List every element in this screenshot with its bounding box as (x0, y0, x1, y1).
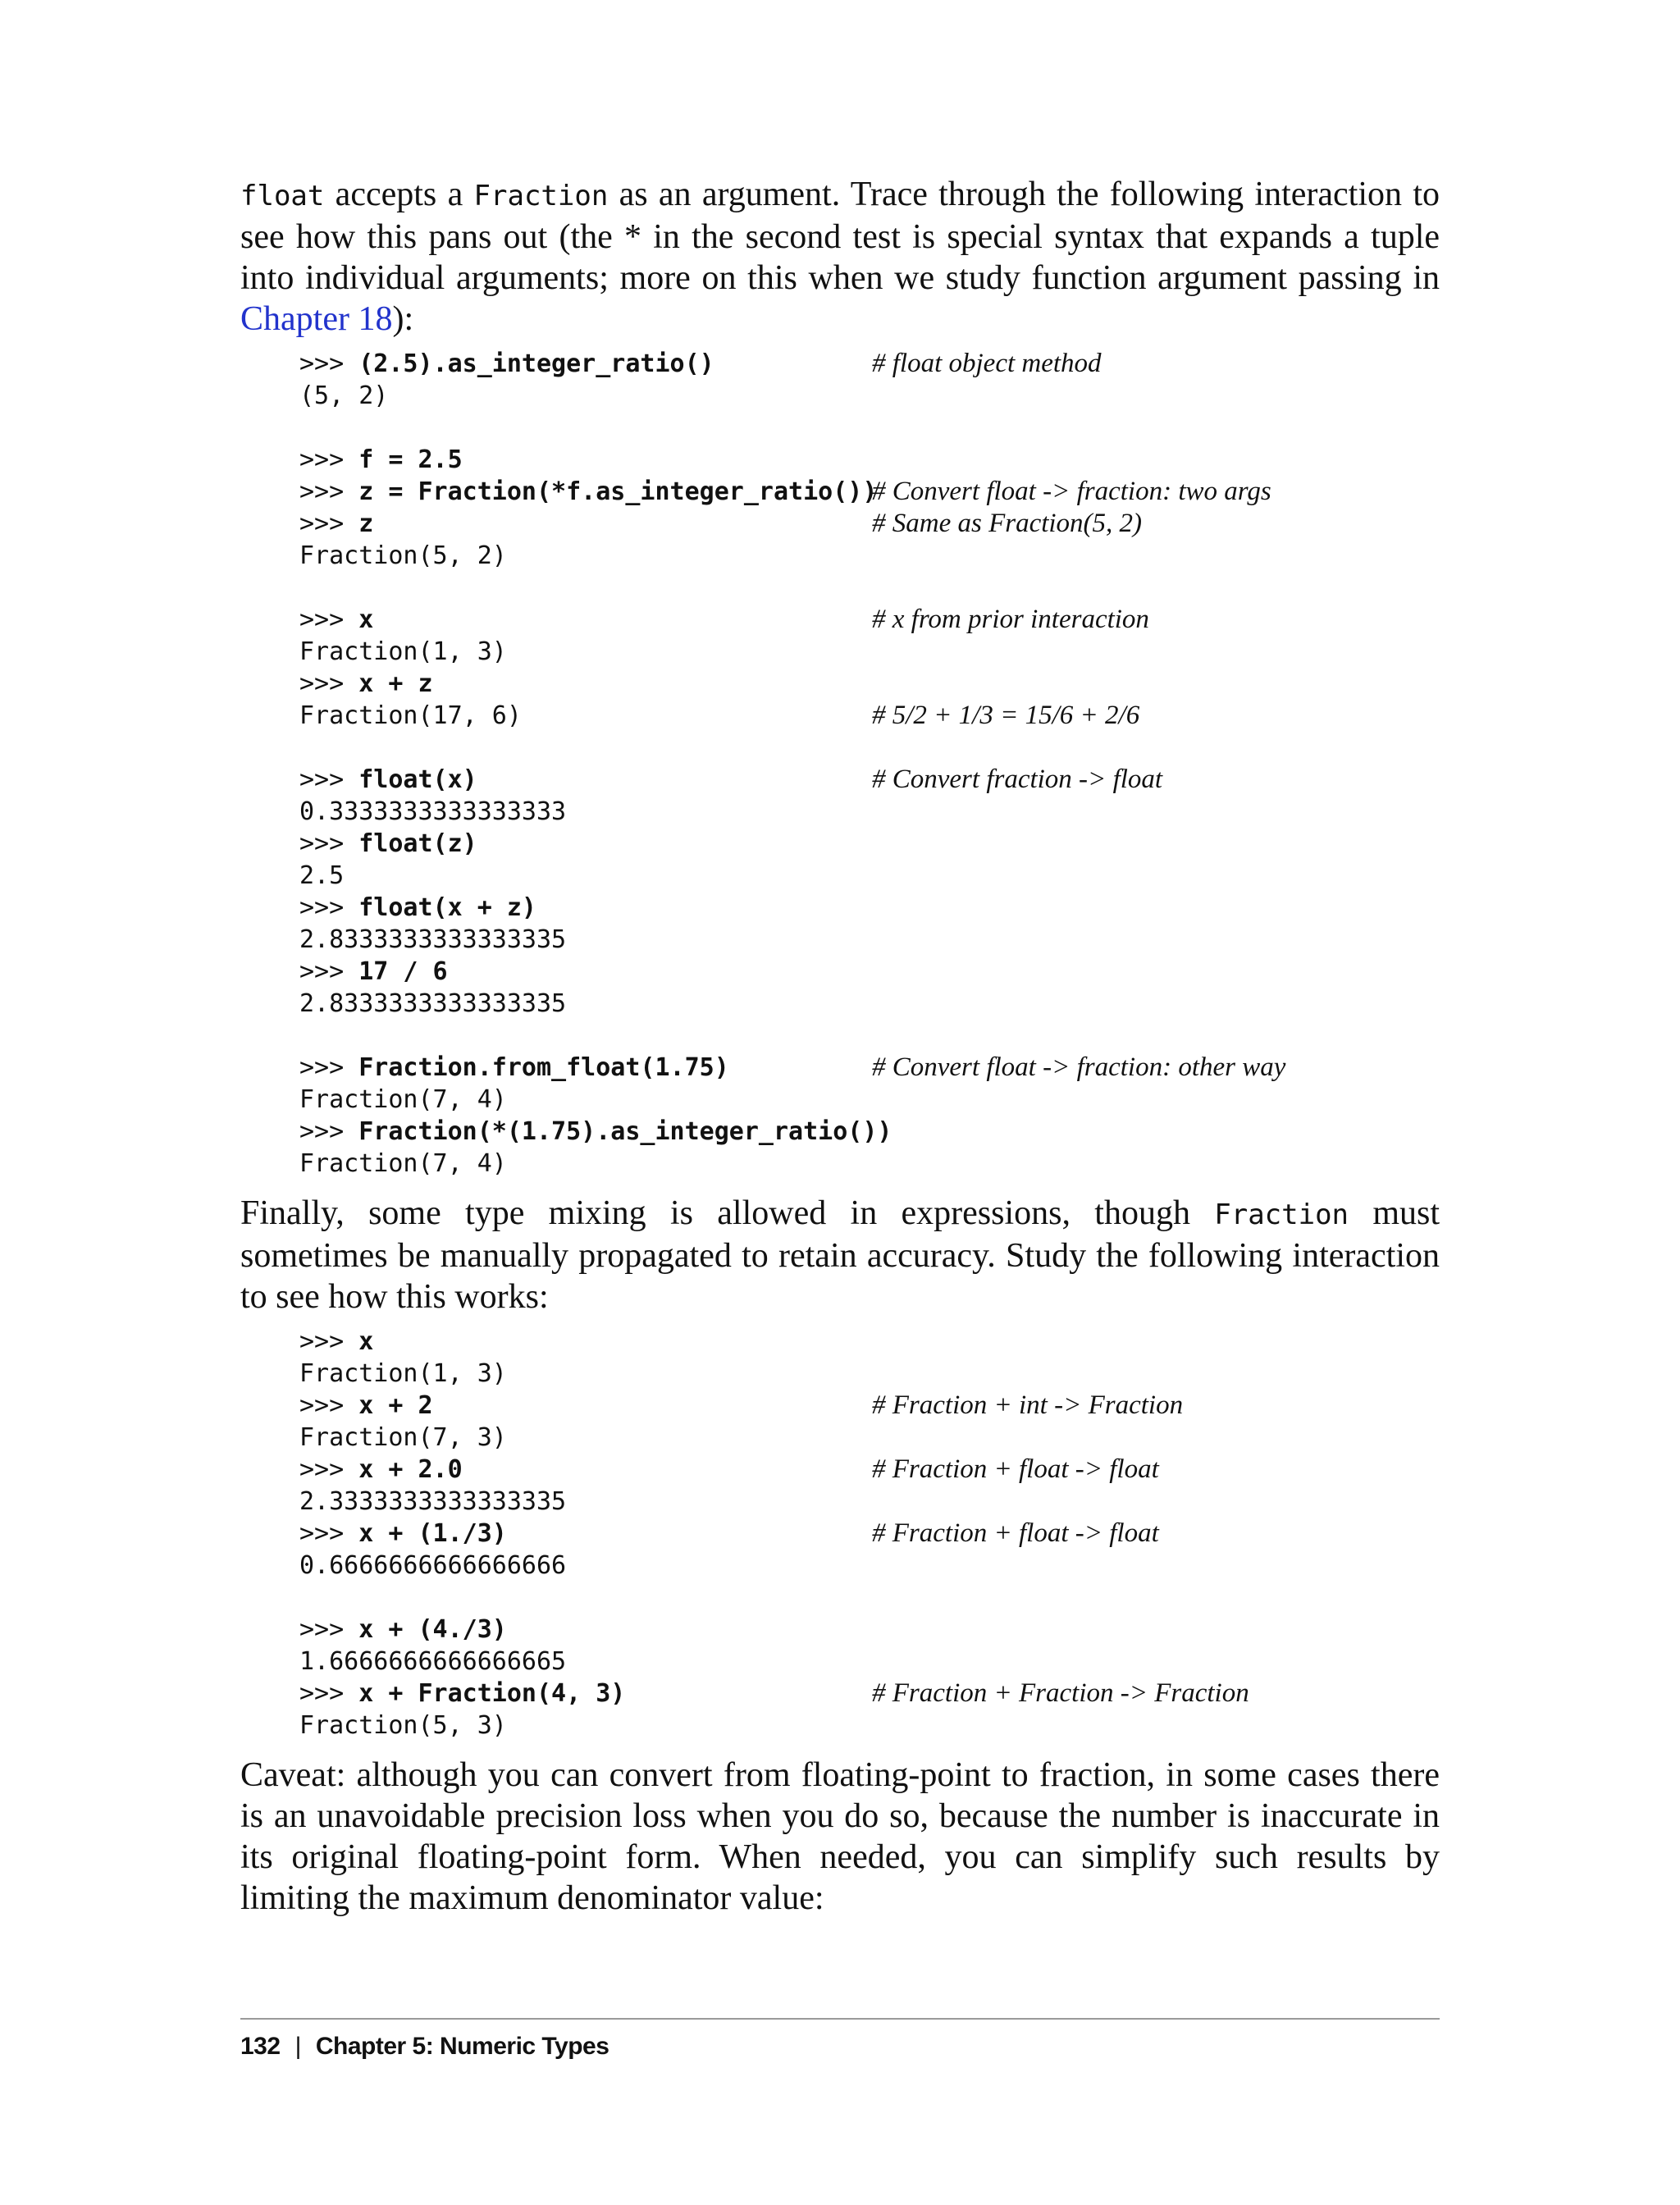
code-output-line (299, 988, 1440, 1020)
page-footer (240, 2033, 609, 2061)
code-command: z (358, 509, 374, 538)
chapter-18-link[interactable]: Chapter 18 (240, 300, 393, 338)
intro-text-1: accepts a (324, 176, 474, 213)
code-prompt: >>> (299, 445, 359, 474)
code-output: Fraction(1, 3) (299, 637, 507, 666)
code-comment: # 5/2 + 1/3 = 15/6 + 2/6 (872, 701, 1140, 730)
code-command: float(x) (358, 765, 477, 794)
code-input-line (299, 348, 1440, 380)
code-blank-line (299, 572, 1440, 604)
footer-chapter-title: Chapter 5: Numeric Types (315, 2033, 609, 2060)
code-comment: # Convert float -> fraction: two args (872, 477, 1271, 506)
code-comment: # Fraction + float -> float (872, 1454, 1159, 1484)
code-input-line (299, 828, 1440, 860)
code-output-line (299, 1646, 1440, 1678)
code-comment: # float object method (872, 349, 1102, 378)
code-prompt: >>> (299, 893, 359, 922)
code-comment: # x from prior interaction (872, 605, 1149, 634)
code-block-2 (299, 1326, 1440, 1742)
code-input-line (299, 476, 1440, 508)
code-command: (2.5).as_integer_ratio() (358, 349, 714, 378)
mixing-text-1: Finally, some type mixing is allowed in expressions, though (240, 1194, 1215, 1232)
code-comment: # Same as Fraction(5, 2) (872, 509, 1143, 538)
code-prompt: >>> (299, 477, 359, 506)
code-prompt: >>> (299, 509, 359, 538)
page-number: 132 (240, 2033, 281, 2060)
code-prompt: >>> (299, 765, 359, 794)
code-input-line (299, 1052, 1440, 1084)
code-input-line (299, 668, 1440, 700)
code-prompt: >>> (299, 1519, 359, 1548)
code-input-line (299, 956, 1440, 988)
mixing-text-2: must sometimes be manually propagated to retain accuracy. Study the following interaction to see how this works: (240, 1194, 1440, 1316)
code-output: 0.3333333333333333 (299, 797, 567, 826)
code-output: 2.8333333333333335 (299, 925, 567, 954)
code-output-line (299, 1422, 1440, 1454)
code-command: f = 2.5 (358, 445, 463, 474)
code-output: 2.5 (299, 861, 345, 890)
code-command: x + 2 (358, 1391, 433, 1420)
code-output-line (299, 860, 1440, 892)
code-input-line (299, 444, 1440, 476)
code-prompt: >>> (299, 1117, 359, 1146)
code-output-line (299, 540, 1440, 572)
code-input-line (299, 1326, 1440, 1358)
code-command: Fraction.from_float(1.75) (358, 1053, 729, 1082)
code-comment: # Convert fraction -> float (872, 765, 1163, 794)
intro-text-3: ): (392, 300, 414, 338)
code-blank-line (299, 412, 1440, 444)
code-comment: # Fraction + float -> float (872, 1518, 1159, 1548)
code-prompt: >>> (299, 1391, 359, 1420)
code-output-line (299, 1486, 1440, 1518)
inline-code-fraction-2: Fraction (1214, 1198, 1349, 1231)
code-prompt: >>> (299, 957, 359, 986)
code-command: x (358, 605, 374, 634)
code-command: 17 / 6 (358, 957, 448, 986)
footer-separator: | (294, 2033, 301, 2060)
code-command: float(x + z) (358, 893, 536, 922)
code-output: (5, 2) (299, 381, 389, 410)
code-command: x + z (358, 669, 433, 698)
code-comment: # Fraction + Fraction -> Fraction (872, 1678, 1249, 1708)
code-prompt: >>> (299, 349, 359, 378)
code-command: x + (4./3) (358, 1615, 507, 1644)
code-output: Fraction(17, 6) (299, 701, 522, 730)
code-output-line (299, 796, 1440, 828)
intro-text-2: as an argument. Trace through the following interaction to see how this pans out (the * in the second test is special syntax that expands a tuple into individual arguments; more on this when we study function argument passing in (240, 176, 1440, 297)
code-output: Fraction(7, 4) (299, 1085, 507, 1114)
code-prompt: >>> (299, 1455, 359, 1484)
code-input-line (299, 764, 1440, 796)
code-output-line (299, 700, 1440, 732)
code-input-line (299, 892, 1440, 924)
code-command: x (358, 1327, 374, 1356)
code-output-line (299, 1084, 1440, 1116)
inline-code-fraction: Fraction (473, 180, 609, 212)
mixing-paragraph (240, 1193, 1440, 1317)
code-output-line (299, 1550, 1440, 1582)
code-comment: # Convert float -> fraction: other way (872, 1052, 1286, 1082)
code-input-line (299, 508, 1440, 540)
inline-code-float: float (240, 180, 325, 212)
code-output: Fraction(7, 4) (299, 1149, 507, 1178)
code-input-line (299, 1678, 1440, 1710)
code-input-line (299, 1614, 1440, 1646)
code-output: Fraction(5, 3) (299, 1711, 507, 1740)
code-input-line (299, 604, 1440, 636)
code-blank-line (299, 732, 1440, 764)
code-comment: # Fraction + int -> Fraction (872, 1390, 1184, 1420)
code-prompt: >>> (299, 1679, 359, 1708)
code-prompt: >>> (299, 669, 359, 698)
code-output-line (299, 636, 1440, 668)
code-input-line (299, 1518, 1440, 1550)
code-output: 0.6666666666666666 (299, 1551, 567, 1580)
code-output-line (299, 1710, 1440, 1742)
code-blank-line (299, 1582, 1440, 1614)
code-block-1 (299, 348, 1440, 1180)
code-blank-line (299, 1020, 1440, 1052)
code-output-line (299, 924, 1440, 956)
code-command: float(z) (358, 829, 477, 858)
code-command: x + (1./3) (358, 1519, 507, 1548)
code-input-line (299, 1116, 1440, 1148)
code-output-line (299, 380, 1440, 412)
code-output: 2.8333333333333335 (299, 989, 567, 1018)
code-prompt: >>> (299, 829, 359, 858)
page-content (240, 174, 1440, 1919)
code-output: 1.6666666666666665 (299, 1647, 567, 1676)
code-prompt: >>> (299, 1053, 359, 1082)
caveat-paragraph: Caveat: although you can convert from floating-point to fraction, in some cases there is an unavoidable precision loss when you do so, because the number is inaccurate in its original floating-point form. When needed, you can simplify such results by limiting the maximum denominator value: (240, 1756, 1440, 1917)
code-input-line (299, 1390, 1440, 1422)
intro-paragraph (240, 174, 1440, 340)
code-output-line (299, 1148, 1440, 1180)
code-prompt: >>> (299, 605, 359, 634)
code-input-line (299, 1454, 1440, 1486)
code-output: 2.3333333333333335 (299, 1487, 567, 1516)
code-command: z = Fraction(*f.as_integer_ratio()) (358, 477, 878, 506)
code-command: x + Fraction(4, 3) (358, 1679, 626, 1708)
code-output: Fraction(5, 2) (299, 541, 507, 570)
code-command: x + 2.0 (358, 1455, 463, 1484)
code-command: Fraction(*(1.75).as_integer_ratio()) (358, 1117, 892, 1146)
code-output: Fraction(7, 3) (299, 1423, 507, 1452)
code-output: Fraction(1, 3) (299, 1359, 507, 1388)
code-prompt: >>> (299, 1615, 359, 1644)
code-output-line (299, 1358, 1440, 1390)
code-prompt: >>> (299, 1327, 359, 1356)
footer-divider (240, 2018, 1440, 2020)
